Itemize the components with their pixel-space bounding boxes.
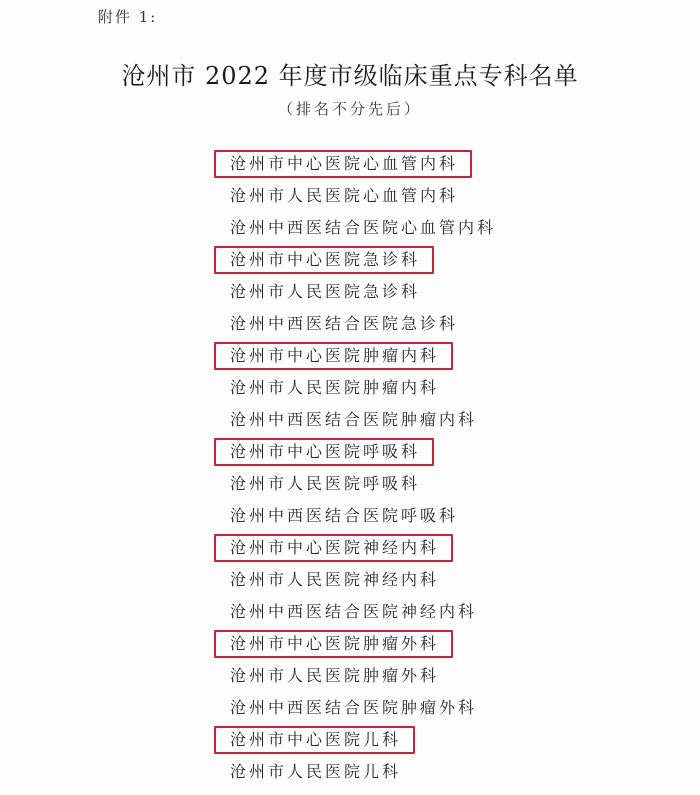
list-item-label: 沧州市中心医院心血管内科 — [230, 154, 459, 173]
list-item-label: 沧州市中心医院呼吸科 — [230, 442, 421, 461]
list-item — [230, 180, 670, 212]
document-subtitle: （排名不分先后） — [277, 100, 422, 118]
list-item-label: 沧州市人民医院呼吸科 — [230, 474, 421, 493]
list-item — [230, 596, 670, 628]
list-item — [230, 308, 670, 340]
list-item-label: 沧州市人民医院急诊科 — [230, 282, 421, 301]
attachment-label: 附件 1: — [98, 8, 158, 26]
list-item — [230, 660, 670, 692]
highlighted-list-item — [230, 148, 670, 180]
list-item — [230, 212, 670, 244]
list-item-label: 沧州中西医结合医院肿瘤内科 — [230, 410, 478, 429]
list-item — [230, 276, 670, 308]
list-item — [230, 372, 670, 404]
highlighted-list-item — [230, 244, 670, 276]
list-item — [230, 692, 670, 724]
list-item — [230, 468, 670, 500]
list-item-label: 沧州中西医结合医院神经内科 — [230, 602, 478, 621]
highlighted-list-item — [230, 628, 670, 660]
list-item-label: 沧州市中心医院急诊科 — [230, 250, 421, 269]
list-item — [230, 500, 670, 532]
list-item-label: 沧州市人民医院神经内科 — [230, 570, 440, 589]
list-item-label: 沧州市人民医院肿瘤外科 — [230, 666, 440, 685]
highlighted-list-item — [230, 436, 670, 468]
list-item-label: 沧州中西医结合医院肿瘤外科 — [230, 698, 478, 717]
department-list — [230, 148, 670, 788]
list-item-label: 沧州市中心医院肿瘤内科 — [230, 346, 440, 365]
list-item-label: 沧州中西医结合医院呼吸科 — [230, 506, 459, 525]
highlighted-list-item — [230, 340, 670, 372]
list-item-label: 沧州市中心医院肿瘤外科 — [230, 634, 440, 653]
list-item — [230, 756, 670, 788]
list-item-label: 沧州市中心医院儿科 — [230, 730, 402, 749]
list-item-label: 沧州市中心医院神经内科 — [230, 538, 440, 557]
highlighted-list-item — [230, 532, 670, 564]
list-item-label: 沧州中西医结合医院心血管内科 — [230, 218, 497, 237]
highlighted-list-item — [230, 724, 670, 756]
list-item — [230, 564, 670, 596]
list-item-label: 沧州中西医结合医院急诊科 — [230, 314, 459, 333]
list-item-label: 沧州市人民医院儿科 — [230, 762, 402, 781]
list-item-label: 沧州市人民医院肿瘤内科 — [230, 378, 440, 397]
list-item — [230, 404, 670, 436]
list-item-label: 沧州市人民医院心血管内科 — [230, 186, 459, 205]
document-title: 沧州市 2022 年度市级临床重点专科名单 — [121, 62, 579, 90]
